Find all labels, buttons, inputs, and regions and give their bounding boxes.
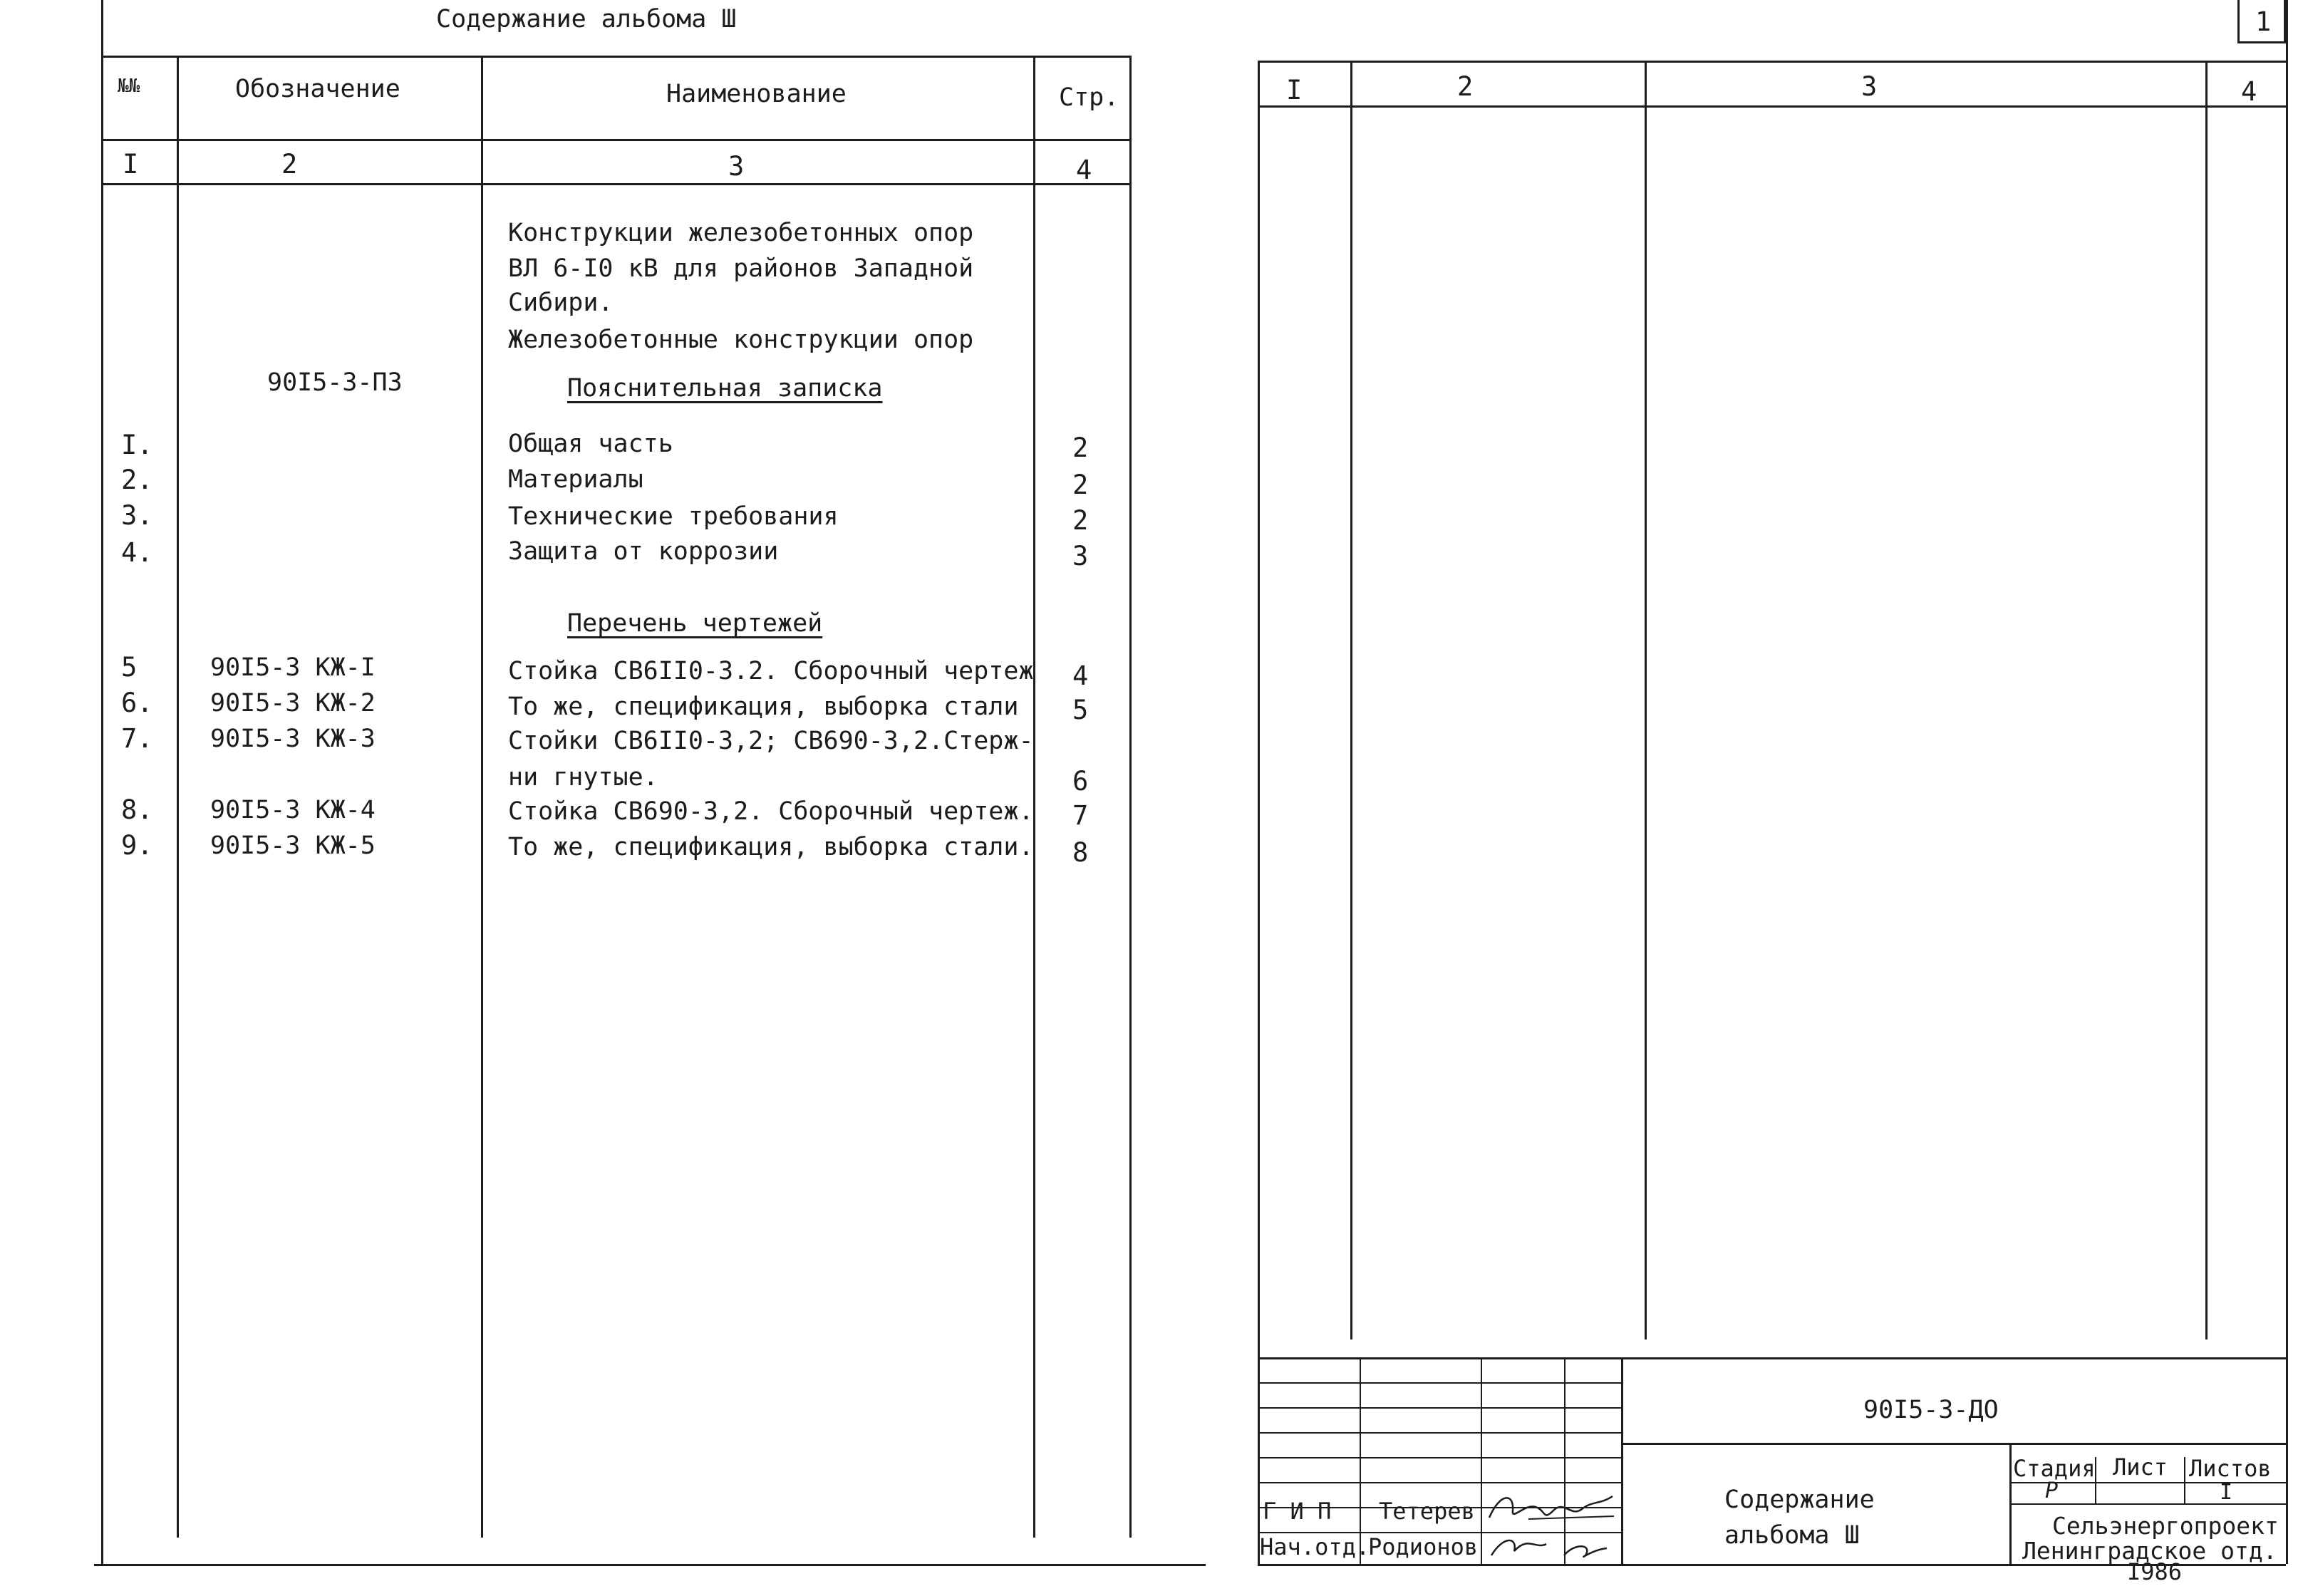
col-number-rule <box>101 183 1131 185</box>
drawing-name: Стойки СВ6II0-3,2; СВ690-3,2.Стерж- <box>508 727 1034 755</box>
note-heading: Пояснительная записка <box>567 374 883 403</box>
signature-rodionov <box>1486 1528 1614 1563</box>
col-divider-4 <box>1129 56 1132 1538</box>
stamp-info-value-rule <box>2009 1503 2286 1505</box>
drawing-page: 5 <box>1072 695 1089 725</box>
stamp-year: I986 <box>2127 1558 2183 1585</box>
stamp-org-line-2: Ленинградское отд. <box>2022 1537 2277 1565</box>
stamp-sheets-value: I <box>2220 1480 2233 1505</box>
section-no: 4. <box>121 537 153 568</box>
stamp-person-name: Тетерев <box>1379 1498 1475 1525</box>
section-name: Технические требования <box>508 502 839 531</box>
page-title: Содержание альбома Ш <box>436 5 737 33</box>
stamp-grid-row <box>1258 1432 1621 1434</box>
intro-line-1: Конструкции железобетонных опор <box>508 219 974 247</box>
drawing-no: 9. <box>121 830 153 861</box>
right-col-number-1: I <box>1286 75 1303 105</box>
stamp-role: Нач.отд. <box>1260 1533 1370 1560</box>
stamp-title-line-2: альбома Ш <box>1724 1521 1860 1550</box>
right-col-number-4: 4 <box>2241 76 2257 107</box>
section-name: Общая часть <box>508 430 673 458</box>
intro-line-2: ВЛ 6-I0 кВ для районов Западной <box>508 254 974 283</box>
drawing-code: 90I5-3 КЖ-3 <box>210 725 376 753</box>
drawing-page: 7 <box>1072 800 1089 831</box>
stamp-grid-col <box>1481 1357 1482 1564</box>
section-no: I. <box>121 430 153 460</box>
drawing-page: 8 <box>1072 837 1089 868</box>
right-col-divider-3 <box>2205 61 2208 1340</box>
drawing-no: 7. <box>121 723 153 754</box>
section-page: 2 <box>1072 432 1089 463</box>
stamp-sheets-label: Листов <box>2189 1455 2272 1482</box>
stamp-org-line-1: Сельэнергопроект <box>2052 1512 2279 1540</box>
right-col-number-2: 2 <box>1457 71 1474 102</box>
right-col-divider-1 <box>1350 61 1352 1340</box>
stamp-grid-row <box>1258 1407 1621 1409</box>
right-outer-border <box>2286 0 2288 1564</box>
section-no: 3. <box>121 500 153 531</box>
stamp-info-col <box>2184 1457 2185 1503</box>
right-left-border <box>1258 61 1260 1564</box>
drawing-name: Стойка СВ6II0-3.2. Сборочный чертеж <box>508 657 1034 685</box>
stamp-grid-row <box>1258 1457 1621 1458</box>
drawings-heading: Перечень чертежей <box>567 609 823 638</box>
drawing-page: 6 <box>1072 766 1089 797</box>
drawing-page: 4 <box>1072 660 1089 691</box>
stamp-title-line-1: Содержание <box>1724 1486 1875 1514</box>
drawing-code: 90I5-3 КЖ-4 <box>210 796 376 824</box>
stamp-role: Г И П <box>1263 1498 1332 1525</box>
section-name: Защита от коррозии <box>508 537 779 566</box>
drawing-code: 90I5-3 КЖ-I <box>210 653 376 682</box>
section-name: Материалы <box>508 465 643 494</box>
stamp-grid-col <box>1621 1357 1623 1564</box>
sheet-number: 1 <box>2255 6 2272 37</box>
stamp-person-name: Родионов <box>1368 1533 1479 1560</box>
section-page: 2 <box>1072 470 1089 500</box>
right-top-rule <box>1258 61 2287 63</box>
stamp-grid-row <box>1258 1382 1621 1384</box>
left-bottom-border <box>94 1564 1206 1566</box>
col-number-3: 3 <box>728 151 745 182</box>
stamp-grid-row <box>1258 1482 1621 1483</box>
intro-line-3: Сибири. <box>508 289 614 317</box>
drawing-no: 5 <box>121 652 138 683</box>
signature-teterev <box>1486 1489 1618 1528</box>
col-divider-3 <box>1033 56 1035 1538</box>
col-number-1: I <box>123 149 139 180</box>
header-no: №№ <box>118 76 140 97</box>
stamp-sheet-label: Лист <box>2113 1454 2168 1481</box>
col-divider-2 <box>481 56 483 1538</box>
stamp-code-rule <box>1621 1443 2286 1445</box>
col-number-4: 4 <box>1076 155 1092 185</box>
drawing-name: То же, спецификация, выборка стали <box>508 693 1019 721</box>
drawing-name-continued: ни гнутые. <box>508 763 658 792</box>
intro-line-4: Железобетонные конструкции опор <box>508 326 974 354</box>
header-top-rule <box>101 56 1131 58</box>
header-designation: Обозначение <box>235 75 400 103</box>
section-page: 3 <box>1072 541 1089 571</box>
section-page: 2 <box>1072 505 1089 536</box>
header-bottom-rule <box>101 139 1131 141</box>
note-code: 90I5-3-ПЗ <box>267 368 403 397</box>
drawing-code: 90I5-3 КЖ-5 <box>210 831 376 860</box>
col-number-2: 2 <box>281 149 298 180</box>
drawing-code: 90I5-3 КЖ-2 <box>210 689 376 717</box>
right-col-number-3: 3 <box>1861 71 1878 102</box>
right-col-divider-2 <box>1645 61 1647 1340</box>
right-col-number-rule <box>1258 105 2287 108</box>
drawing-no: 6. <box>121 688 153 718</box>
header-name: Наименование <box>666 80 847 108</box>
col-divider-1 <box>177 56 179 1538</box>
stamp-top-rule <box>1258 1357 2286 1359</box>
header-page: Стр. <box>1059 83 1119 112</box>
drawing-no: 8. <box>121 794 153 825</box>
drawing-name: Стойка СВ690-3,2. Сборочный чертеж. <box>508 797 1034 826</box>
left-border <box>101 0 103 1564</box>
stamp-stage-value: Р <box>2045 1478 2059 1503</box>
drawing-name: То же, спецификация, выборка стали. <box>508 833 1034 861</box>
section-no: 2. <box>121 465 153 495</box>
stamp-stage-label: Стадия <box>2013 1455 2096 1482</box>
stamp-document-code: 90I5-3-ДО <box>1863 1396 1999 1424</box>
